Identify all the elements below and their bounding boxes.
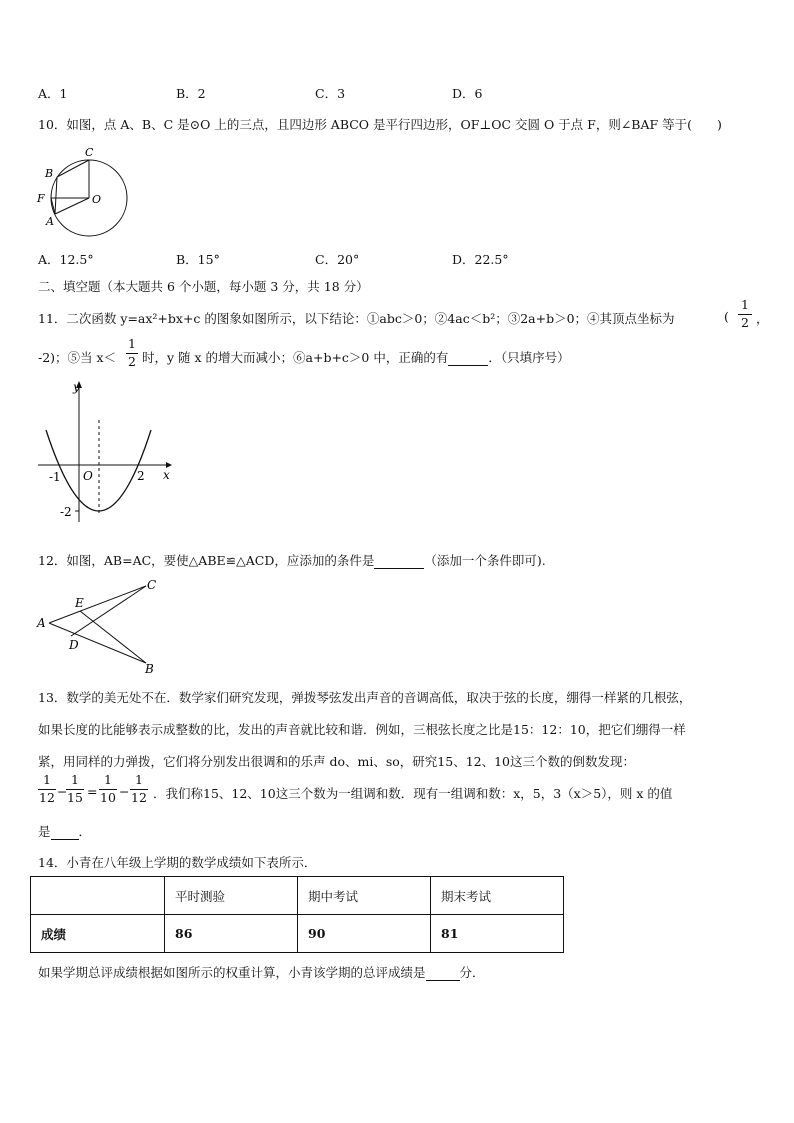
- q13-minus-2: −: [119, 784, 130, 799]
- q14-text: 14．小青在八年级上学期的数学成绩如下表所示．: [38, 855, 317, 870]
- q13-answer-blank[interactable]: [51, 824, 79, 840]
- q10-option-d: D．22.5°: [452, 252, 509, 267]
- q9-option-b: B．2: [176, 86, 206, 101]
- fraction-numerator: 1: [741, 297, 749, 312]
- q11-parabola-graph: [30, 376, 180, 526]
- table-cell: 90: [298, 915, 431, 953]
- label-minus-one: -1: [49, 470, 61, 484]
- q13-line2: 如果长度的比能够表示成整数的比，发出的声音就比较和谐．例如，三根弦长度之比是15：12：10，把它们绷得一样: [38, 722, 686, 737]
- label-c: C: [147, 578, 157, 592]
- fraction-denominator: 10: [100, 789, 116, 805]
- q13-frac-1-15: [66, 774, 84, 804]
- q11-line2-text: 时，y 随 x 的增大而减小；⑥a+b+c＞0 中，正确的有: [142, 350, 449, 365]
- fraction-numerator: 1: [135, 772, 143, 787]
- q10-text: 10．如图，点 A、B、C 是⊙O 上的三点，且四边形 ABCO 是平行四边形，OF⊥OC 交圆 O 于点 F，则∠BAF 等于( ): [38, 117, 722, 132]
- q12-text-b: （添加一个条件即可).: [424, 553, 546, 568]
- label-y: y: [73, 380, 80, 394]
- table-header-cell: 期末考试: [431, 877, 564, 915]
- q13-line1: 13．数学的美无处不在．数学家们研究发现，弹拨琴弦发出声音的音调高低，取决于弦的长度，绷得一样紧的几根弦，: [38, 690, 692, 705]
- segment-bd: [80, 611, 146, 663]
- q13-equals: =: [87, 784, 98, 799]
- label-a: A: [46, 215, 54, 228]
- segment-ab: [49, 623, 146, 663]
- q11-comma: ，: [756, 311, 769, 326]
- q11-answer-blank[interactable]: [448, 350, 488, 366]
- label-c: C: [85, 146, 94, 159]
- fraction-numerator: 1: [71, 772, 79, 787]
- score-table: [30, 876, 564, 953]
- q14-after-b: 分．: [459, 965, 485, 980]
- q13-line4: ．我们称15、12、10这三个数为一组调和数．现有一组调和数：x，5，3（x＞5），则 x 的值: [153, 786, 673, 801]
- segment-bc: [57, 160, 89, 177]
- label-o: O: [92, 193, 102, 206]
- label-x: x: [163, 468, 170, 482]
- q9-option-d: D．6: [452, 86, 483, 101]
- segment-ac: [49, 586, 146, 623]
- label-e: E: [75, 596, 84, 610]
- q13-frac-1-10: [99, 774, 117, 804]
- segment-ba: [55, 177, 57, 214]
- q11-line2-end: ．（只填序号）: [488, 350, 570, 365]
- q10-option-c: C．20°: [315, 252, 360, 267]
- table-header-cell: [31, 877, 165, 915]
- q13-line3: 紧，用同样的力弹拨，它们将分别发出很调和的乐声 do、mi、so，研究15、12、10这三个数的倒数发现：: [38, 754, 636, 769]
- table-header-cell: 平时测验: [165, 877, 298, 915]
- table-cell: 81: [431, 915, 564, 953]
- segment-ao: [55, 198, 89, 214]
- label-a: A: [37, 616, 46, 630]
- q11-paren-open: (: [724, 309, 729, 324]
- fraction-denominator: 15: [67, 789, 83, 805]
- label-origin: O: [83, 469, 93, 483]
- q14-answer-blank[interactable]: [426, 965, 460, 981]
- q12-text-a: 12．如图，AB=AC，要使△ABE≌△ACD，应添加的条件是: [38, 553, 375, 568]
- label-b: B: [45, 167, 54, 180]
- q13-minus-1: −: [57, 784, 68, 799]
- q14-after-text: [38, 963, 485, 981]
- q9-option-c: C．3: [315, 86, 346, 101]
- q11-line2-b: [142, 348, 570, 366]
- q13-line5-end: ．: [78, 824, 92, 839]
- q9-option-a: A．1: [38, 86, 68, 101]
- fraction-numerator: 1: [128, 336, 136, 351]
- fraction-denominator: 2: [741, 314, 749, 330]
- label-minus-two: -2: [60, 505, 72, 519]
- q14-after-a: 如果学期总评成绩根据如图所示的权重计算，小青该学期的总评成绩是: [38, 965, 426, 980]
- q13-line5-text: 是: [38, 824, 51, 839]
- fraction-numerator: 1: [43, 772, 51, 787]
- q12-triangle-figure: [35, 576, 165, 676]
- q12-text: [38, 551, 546, 569]
- table-cell: 成绩: [31, 915, 165, 953]
- q10-option-a: A．12.5°: [38, 252, 94, 267]
- q11-line1: 11．二次函数 y=ax²+bx+c 的图象如图所示，以下结论：①abc＞0；②4ac＜b²；③2a+b＞0；④其顶点坐标为: [38, 311, 675, 326]
- fraction-denominator: 12: [131, 789, 147, 805]
- q13-frac-1-12-b: [130, 774, 148, 804]
- q13-line5: [38, 822, 91, 840]
- q11-vertex-fraction: [738, 299, 752, 329]
- segment-ce: [71, 586, 146, 636]
- q12-answer-blank[interactable]: [374, 553, 424, 569]
- label-b: B: [145, 662, 154, 676]
- table-row: [31, 915, 564, 953]
- q10-circle-figure: [30, 142, 140, 237]
- table-header-row: [31, 877, 564, 915]
- fraction-denominator: 2: [128, 353, 136, 369]
- q10-option-b: B．15°: [176, 252, 220, 267]
- fraction-denominator: 12: [39, 789, 55, 805]
- label-d: D: [69, 638, 79, 652]
- section-2-title: 二、填空题（本大题共 6 个小题，每小题 3 分，共 18 分）: [38, 279, 369, 294]
- q13-frac-1-12: [38, 774, 56, 804]
- label-f: F: [37, 192, 45, 205]
- q11-line2-a: -2)；⑤当 x＜: [38, 350, 117, 365]
- table-cell: 86: [165, 915, 298, 953]
- table-header-cell: 期中考试: [298, 877, 431, 915]
- fraction-numerator: 1: [104, 772, 112, 787]
- q11-x-fraction: [126, 338, 138, 368]
- label-two: 2: [137, 469, 145, 483]
